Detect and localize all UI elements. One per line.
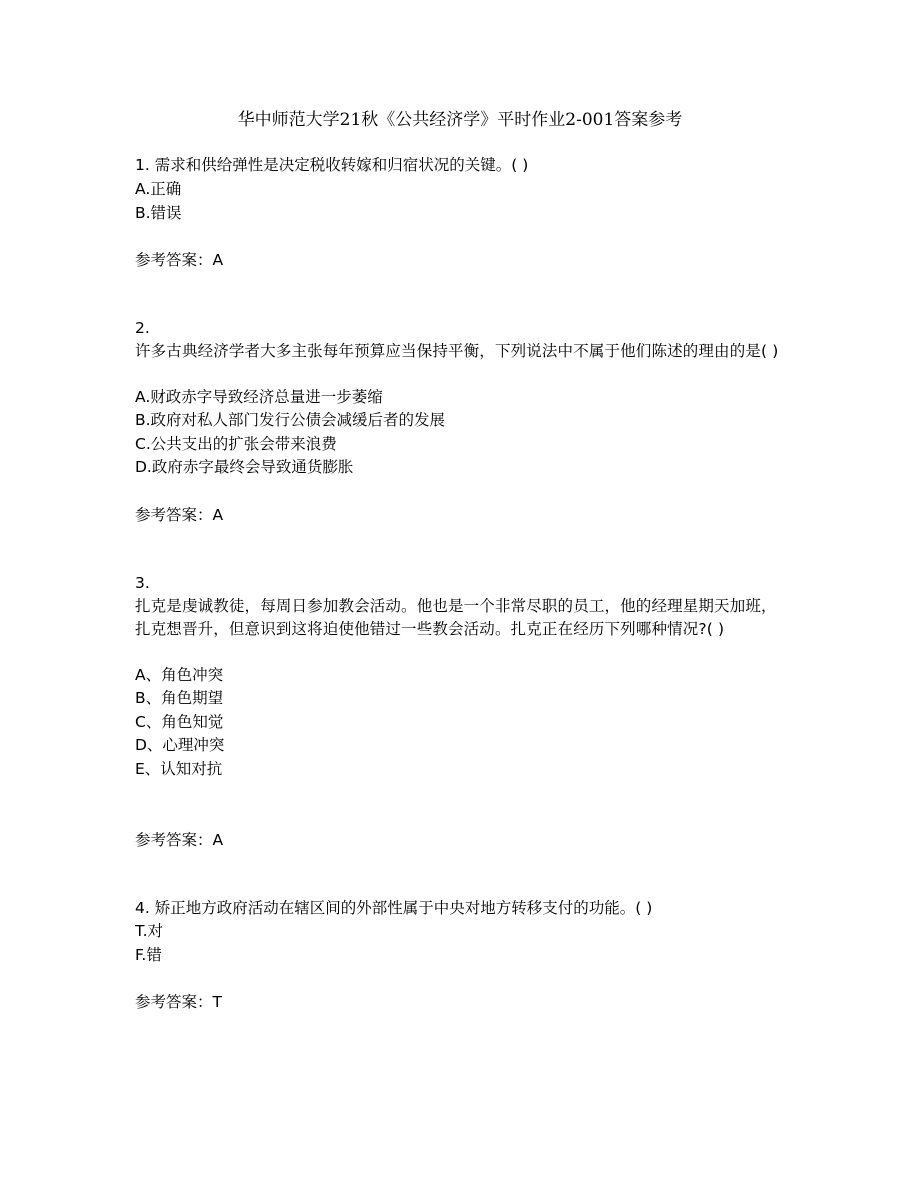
- question-2-option-b: B.政府对私人部门发行公债会减缓后者的发展: [135, 411, 446, 429]
- question-2-text: 许多古典经济学者大多主张每年预算应当保持平衡，下列说法中不属于他们陈述的理由的是( ): [135, 342, 779, 360]
- question-1-answer: 参考答案：A: [135, 251, 224, 269]
- question-3-text: 扎克是虔诚教徒，每周日参加教会活动。他也是一个非常尽职的员工，他的经理星期天加班，扎克想晋升，但意识到这将迫使他错过一些教会活动。扎克正在经历下列哪种情况?( ): [135, 597, 777, 638]
- document-title: 华中师范大学21秋《公共经济学》平时作业2-001答案参考: [237, 110, 683, 130]
- question-3-number: 3.: [135, 574, 150, 592]
- question-2-answer: 参考答案：A: [135, 506, 224, 524]
- question-4-option-t: T.对: [135, 922, 164, 940]
- question-1-text: 1. 需求和供给弹性是决定税收转嫁和归宿状况的关键。( ): [135, 156, 529, 174]
- question-3-answer: 参考答案：A: [135, 831, 224, 849]
- question-3-option-e: E、认知对抗: [135, 760, 223, 778]
- question-2-option-d: D.政府赤字最终会导致通货膨胀: [135, 458, 354, 476]
- question-4-option-f: F.错: [135, 946, 162, 964]
- question-2-number: 2.: [135, 319, 150, 337]
- question-3-option-a: A、角色冲突: [135, 666, 224, 684]
- question-3-option-b: B、角色期望: [135, 689, 224, 707]
- question-2-option-c: C.公共支出的扩张会带来浪费: [135, 435, 337, 453]
- question-4-answer: 参考答案：T: [135, 993, 222, 1011]
- question-1-option-b: B.错误: [135, 204, 182, 222]
- question-1-option-a: A.正确: [135, 180, 182, 198]
- question-2-option-a: A.财政赤字导致经济总量进一步萎缩: [135, 388, 383, 406]
- question-3-option-d: D、心理冲突: [135, 736, 225, 754]
- question-3-option-c: C、角色知觉: [135, 713, 224, 731]
- question-4-text: 4. 矫正地方政府活动在辖区间的外部性属于中央对地方转移支付的功能。( ): [135, 899, 653, 917]
